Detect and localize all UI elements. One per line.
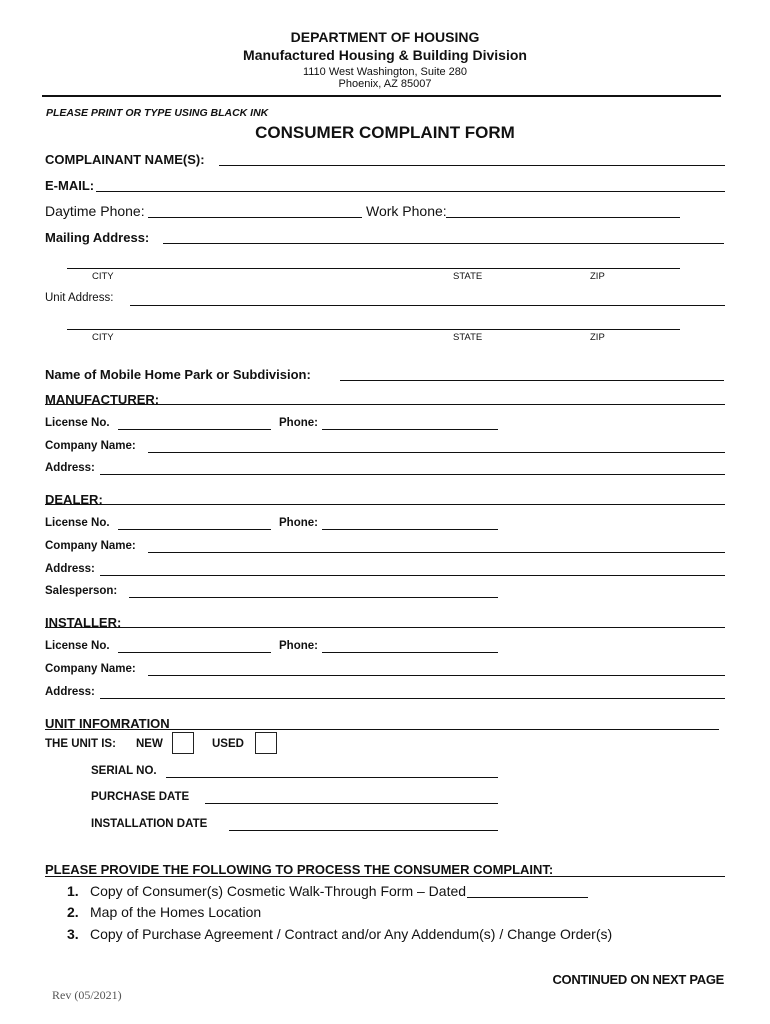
provide-heading: PLEASE PROVIDE THE FOLLOWING TO PROCESS THE CONSUMER COMPLAINT: <box>45 862 554 877</box>
new-label: NEW <box>136 738 163 750</box>
provide-item-number: 1. <box>67 883 79 899</box>
continued-note: CONTINUED ON NEXT PAGE <box>552 972 724 987</box>
manufacturer-license-field[interactable] <box>118 429 271 430</box>
used-checkbox[interactable] <box>255 732 277 754</box>
daytime-phone-label: Daytime Phone: <box>45 203 145 219</box>
purchase-date-label: PURCHASE DATE <box>91 791 190 803</box>
manufacturer-license-label: License No. <box>45 417 110 429</box>
installer-company-label: Company Name: <box>45 663 136 675</box>
unit-state-caption: STATE <box>453 332 483 343</box>
manufacturer-company-field[interactable] <box>148 452 725 453</box>
dealer-rule <box>45 504 725 505</box>
revision-date: Rev (05/2021) <box>52 988 122 1002</box>
mailing-address-label: Mailing Address: <box>45 230 150 245</box>
manufacturer-phone-field[interactable] <box>322 429 498 430</box>
manufacturer-rule <box>45 404 725 405</box>
mailing-state-caption: STATE <box>453 271 483 282</box>
unit-city-state-zip-field[interactable] <box>67 329 680 330</box>
dealer-heading: DEALER: <box>45 492 103 507</box>
complainant-field[interactable] <box>219 165 725 166</box>
installer-rule <box>45 627 725 628</box>
manufacturer-address-label: Address: <box>45 462 95 474</box>
provide-item-text: Copy of Purchase Agreement / Contract and/or Any Addendum(s) / Change Order(s) <box>90 926 613 942</box>
division-heading: Manufactured Housing & Building Division <box>243 47 527 63</box>
dealer-address-label: Address: <box>45 563 95 575</box>
mailing-city-state-zip-field[interactable] <box>67 268 680 269</box>
installer-address-label: Address: <box>45 686 95 698</box>
purchase-date-field[interactable] <box>205 803 498 804</box>
dealer-license-label: License No. <box>45 517 110 529</box>
park-field[interactable] <box>340 380 724 381</box>
work-phone-field[interactable] <box>446 217 680 218</box>
dealer-phone-label: Phone: <box>279 517 318 529</box>
manufacturer-address-field[interactable] <box>100 474 725 475</box>
dealer-company-field[interactable] <box>148 552 725 553</box>
department-heading: DEPARTMENT OF HOUSING <box>290 29 480 45</box>
form-title: CONSUMER COMPLAINT FORM <box>255 123 515 142</box>
unit-address-label: Unit Address: <box>45 292 114 304</box>
installer-license-field[interactable] <box>118 652 271 653</box>
unit-city-caption: CITY <box>92 332 114 343</box>
provide-item-text: Map of the Homes Location <box>90 904 262 920</box>
installer-phone-field[interactable] <box>322 652 498 653</box>
dealer-phone-field[interactable] <box>322 529 498 530</box>
email-label: E-MAIL: <box>45 178 95 193</box>
dealer-salesperson-field[interactable] <box>129 597 498 598</box>
mailing-city-caption: CITY <box>92 271 114 282</box>
manufacturer-phone-label: Phone: <box>279 417 318 429</box>
installer-company-field[interactable] <box>148 675 725 676</box>
complainant-label: COMPLAINANT NAME(S): <box>45 152 205 167</box>
work-phone-label: Work Phone: <box>366 203 447 219</box>
provide-item-text: Copy of Consumer(s) Cosmetic Walk-Through Form – Dated <box>90 883 467 899</box>
unit-info-rule <box>45 729 719 730</box>
walkthrough-dated-field[interactable] <box>467 897 588 898</box>
email-field[interactable] <box>96 191 725 192</box>
unit-address-field[interactable] <box>130 305 725 306</box>
installer-phone-label: Phone: <box>279 640 318 652</box>
new-checkbox[interactable] <box>172 732 194 754</box>
installer-address-field[interactable] <box>100 698 725 699</box>
unit-zip-caption: ZIP <box>590 332 605 343</box>
dealer-company-label: Company Name: <box>45 540 136 552</box>
serial-label: SERIAL NO. <box>91 765 157 777</box>
dealer-license-field[interactable] <box>118 529 271 530</box>
header-rule <box>42 95 721 97</box>
mailing-address-field[interactable] <box>163 243 724 244</box>
daytime-phone-field[interactable] <box>148 217 362 218</box>
mailing-zip-caption: ZIP <box>590 271 605 282</box>
park-label: Name of Mobile Home Park or Subdivision: <box>45 367 311 382</box>
installation-date-field[interactable] <box>229 830 498 831</box>
manufacturer-company-label: Company Name: <box>45 440 136 452</box>
unit-info-heading: UNIT INFOMRATION <box>45 716 170 731</box>
address-street: 1110 West Washington, Suite 280 <box>302 66 468 78</box>
installer-license-label: License No. <box>45 640 110 652</box>
unit-is-label: THE UNIT IS: <box>45 738 116 750</box>
provide-rule <box>45 876 725 877</box>
address-city-zip: Phoenix, AZ 85007 <box>338 78 432 90</box>
provide-item-number: 2. <box>67 904 79 920</box>
dealer-salesperson-label: Salesperson: <box>45 585 118 597</box>
installer-heading: INSTALLER: <box>45 615 122 630</box>
provide-item-number: 3. <box>67 926 79 942</box>
used-label: USED <box>212 738 244 750</box>
ink-instruction: PLEASE PRINT OR TYPE USING BLACK INK <box>46 107 269 119</box>
installation-date-label: INSTALLATION DATE <box>91 818 208 830</box>
manufacturer-heading: MANUFACTURER: <box>45 392 160 407</box>
dealer-address-field[interactable] <box>100 575 725 576</box>
serial-field[interactable] <box>166 777 498 778</box>
